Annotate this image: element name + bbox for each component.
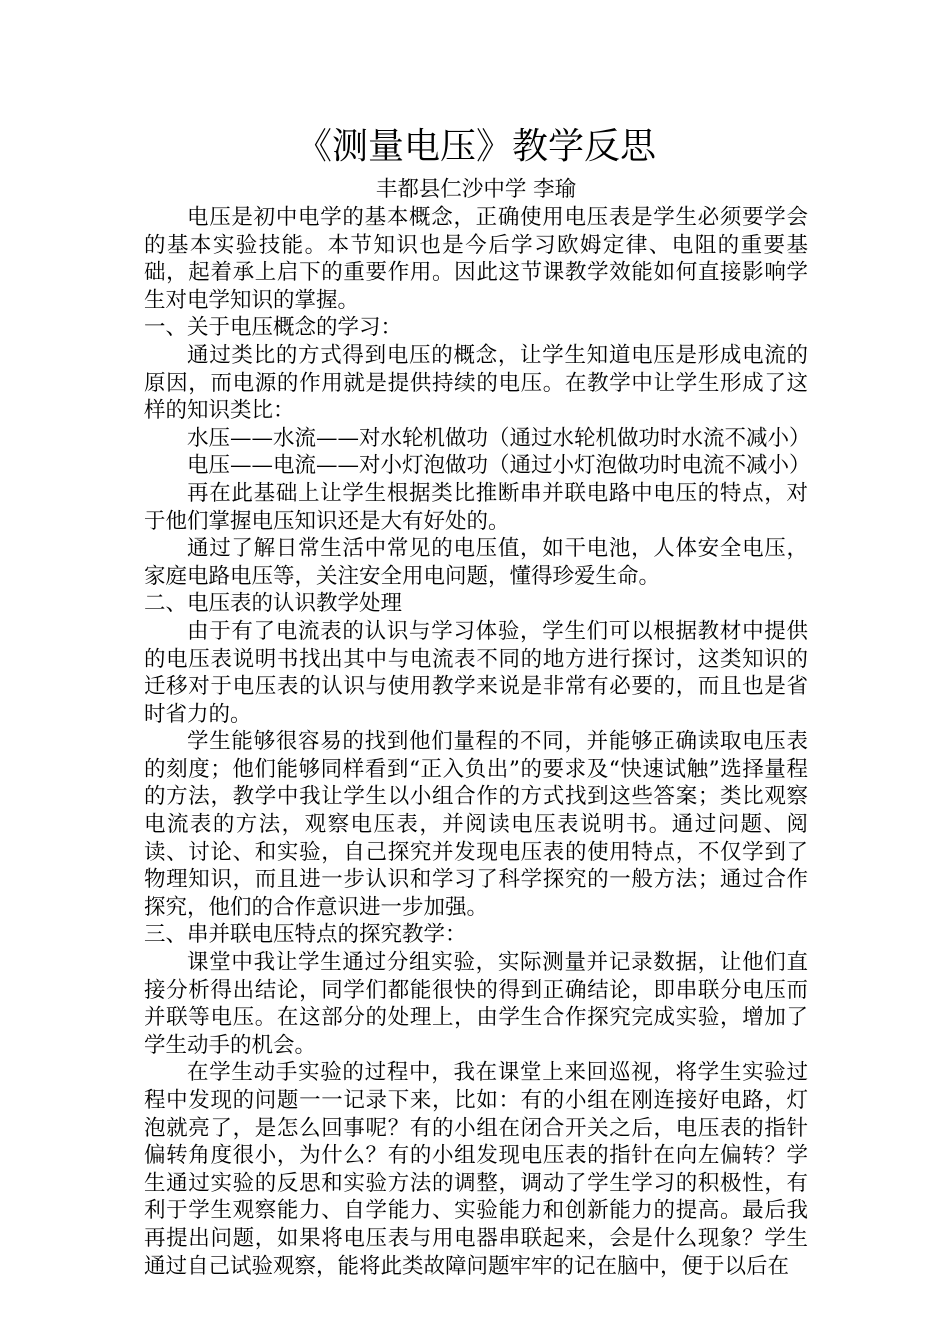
- document-body: [144, 204, 811, 1280]
- section-heading: 三、串并联电压特点的探究教学：: [144, 922, 467, 948]
- section-heading: 二、电压表的认识教学处理: [144, 591, 403, 617]
- paragraph: 学生能够很容易的找到他们量程的不同，并能够正确读取电压表的刻度；他们能够同样看到“正入负出”的要求及“快速试触”选择量程的方法，教学中我让学生以小组合作的方式找到这些答案；类比观察电流表的方法，观察电压表，并阅读电压表说明书。通过问题、阅读、讨论、和实验，自己探究并发现电压表的使用特点，不仅学到了物理知识，而且进一步认识和学习了科学探究的一般方法；通过合作探究，他们的合作意识进一步加强。: [144, 729, 808, 920]
- paragraph: 在学生动手实验的过程中，我在课堂上来回巡视，将学生实验过程中发现的问题一一记录下来，比如：有的小组在刚连接好电路，灯泡就亮了，是怎么回事呢？有的小组在闭合开关之后，电压表的指针偏转角度很小，为什么？有的小组发现电压表的指针在向左偏转？学生通过实验的反思和实验方法的调整，调动了学生学习的积极性，有利于学生观察能力、自学能力、实验能力和创新能力的提高。最后我再提出问题，如果将电压表与用电器串联起来，会是什么现象？学生通过自己试验观察，能将此类故障问题牢牢的记在脑中，便于以后在: [144, 1060, 808, 1279]
- paragraph: 再在此基础上让学生根据类比推断串并联电路中电压的特点，对于他们掌握电压知识还是大有好处的。: [144, 480, 808, 534]
- document-page: [144, 118, 811, 1280]
- paragraph: 水压——水流——对水轮机做功（通过水轮机做功时水流不减小）: [187, 425, 811, 451]
- section-heading: 一、关于电压概念的学习：: [144, 315, 403, 341]
- paragraph: 电压是初中电学的基本概念，正确使用电压表是学生必须要学会的基本实验技能。本节知识也是今后学习欧姆定律、电阻的重要基础，起着承上启下的重要作用。因此这节课教学效能如何直接影响学生对电学知识的掌握。: [144, 205, 808, 313]
- document-author: 丰都县仁沙中学 李瑜: [375, 177, 577, 202]
- paragraph: 课堂中我让学生通过分组实验，实际测量并记录数据，让他们直接分析得出结论，同学们都能很快的得到正确结论，即串联分电压而并联等电压。在这部分的处理上，由学生合作探究完成实验，增加了学生动手的机会。: [144, 950, 808, 1058]
- paragraph: 通过了解日常生活中常见的电压值，如干电池，人体安全电压，家庭电路电压等，关注安全用电问题，懂得珍爱生命。: [144, 536, 808, 589]
- paragraph: 通过类比的方式得到电压的概念，让学生知道电压是形成电流的原因，而电源的作用就是提供持续的电压。在教学中让学生形成了这样的知识类比：: [144, 342, 808, 424]
- document-title: 《测量电压》教学反思: [295, 126, 656, 167]
- paragraph: 电压——电流——对小灯泡做功（通过小灯泡做功时电流不减小）: [187, 453, 811, 479]
- paragraph: 由于有了电流表的认识与学习体验，学生们可以根据教材中提供的电压表说明书找出其中与电流表不同的地方进行探讨，这类知识的迁移对于电压表的认识与使用教学来说是非常有必要的，而且也是省时省力的。: [144, 618, 808, 727]
